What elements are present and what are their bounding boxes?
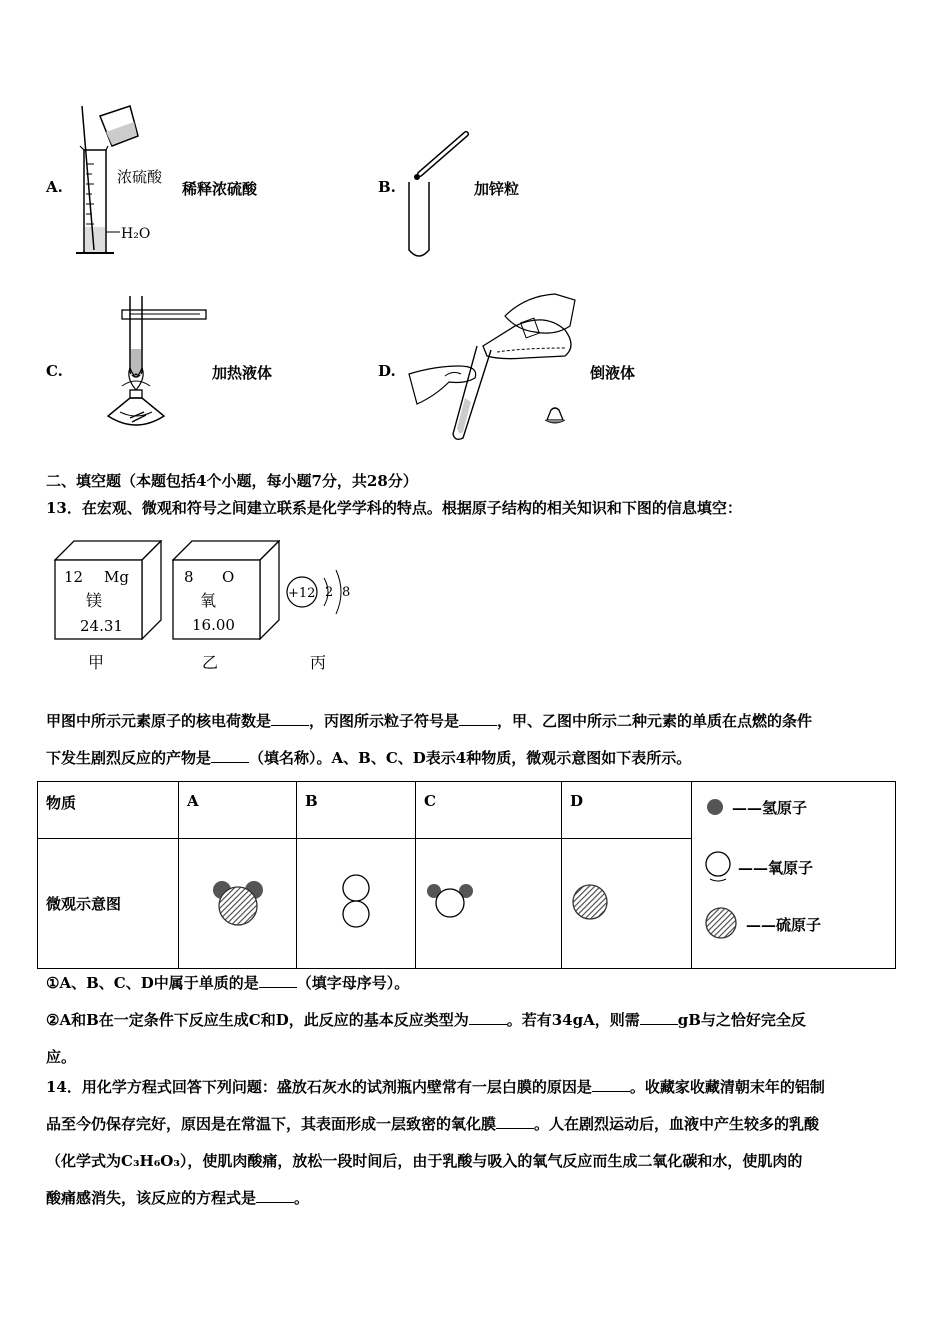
mg-number: 12: [64, 568, 84, 586]
option-a-fig-label-2: H₂O: [121, 226, 151, 242]
blank-lactic-acid-equation[interactable]: [256, 1188, 294, 1203]
micro-d: [562, 839, 692, 969]
table-col-c: C: [416, 782, 562, 839]
option-d-figure: [405, 286, 585, 442]
table-header-substance: 物质: [38, 782, 179, 839]
section-title: 二、填空题（本题包括4个小题，每小题7分，共28分）: [46, 472, 418, 490]
table-col-b: B: [297, 782, 416, 839]
hydrogen-atom-icon: [704, 796, 726, 818]
legend-hydrogen: ——氢原子: [704, 796, 807, 818]
s-atom-icon: [570, 882, 610, 922]
o-symbol: O: [222, 568, 235, 586]
q14-line-4: 酸痛感消失，该反应的方程式是 。: [46, 1189, 310, 1207]
option-a-fig-label-1: 浓硫酸: [117, 168, 163, 186]
table-col-d: D: [562, 782, 692, 839]
option-a-letter: A.: [46, 178, 63, 196]
sub-q1: ①A、B、C、D中属于单质的是 （填字母序号）。: [46, 974, 410, 992]
blank-limewater-equation[interactable]: [592, 1077, 630, 1092]
ion-structure-diagram: [284, 562, 356, 626]
mg-name: 镁: [86, 591, 103, 610]
micro-c: [416, 839, 562, 969]
option-d-letter: D.: [378, 362, 396, 380]
option-b-figure: [400, 130, 475, 262]
sub-q2: ②A和B在一定条件下反应生成C和D，此反应的基本反应类型为 。若有34gA，则需 gB与之恰好完全反: [46, 1011, 806, 1029]
h2s-molecule-icon: [208, 874, 268, 930]
blank-nuclear-charge[interactable]: [271, 711, 309, 726]
micro-b: [297, 839, 416, 969]
ion-nucleus: +12: [288, 586, 316, 601]
ion-shell-1: 2: [325, 585, 334, 600]
o-mass: 16.00: [192, 616, 235, 634]
element-box-o: [172, 540, 280, 640]
ion-shell-2: 8: [342, 585, 351, 600]
micro-a: [179, 839, 297, 969]
q14-line-2: 品至今仍保存完好，原因是在常温下，其表面形成一层致密的氧化膜 。人在剧烈运动后，血液中产生较多的乳酸: [46, 1115, 820, 1133]
q13-paragraph: [46, 703, 916, 777]
option-b-label: 加锌粒: [474, 180, 520, 198]
substance-table: [37, 781, 896, 969]
blank-product-name[interactable]: [211, 748, 249, 763]
caption-jia: 甲: [88, 653, 105, 672]
blank-reaction-type[interactable]: [469, 1010, 507, 1025]
blank-particle-symbol[interactable]: [459, 711, 497, 726]
legend-sulfur: ——硫原子: [704, 906, 821, 942]
option-d-label: 倒液体: [590, 364, 636, 382]
q13-stem: 13．在宏观、微观和符号之间建立联系是化学学科的特点。根据原子结构的相关知识和下图的信息填空：: [46, 499, 742, 517]
o-name: 氧: [200, 591, 217, 610]
q14-paragraph: [46, 1069, 916, 1217]
mg-symbol: Mg: [104, 568, 129, 586]
q13-sub-questions: [46, 965, 916, 1076]
q14-line-1: 14．用化学方程式回答下列问题：盛放石灰水的试剂瓶内壁常有一层白膜的原因是 。收藏家收藏清朝末年的铝制: [46, 1078, 825, 1096]
option-b-letter: B.: [378, 178, 396, 196]
option-a-figure: [72, 102, 182, 262]
legend-oxygen: ——氧原子: [704, 850, 813, 884]
q13-line-1: 甲图中所示元素原子的核电荷数是 ，丙图所示粒子符号是 ，甲、乙图中所示二种元素的单质在点燃的条件: [46, 712, 813, 730]
option-c-figure: [100, 294, 210, 434]
element-box-mg: [54, 540, 162, 640]
q14-line-3: （化学式为C₃H₆O₃），使肌肉酸痛，放松一段时间后，由于乳酸与吸入的氧气反应而生成二氧化碳和水，使肌肉的: [46, 1152, 803, 1170]
oxygen-atom-icon: [704, 850, 732, 884]
blank-mass-b[interactable]: [640, 1010, 678, 1025]
table-col-a: A: [179, 782, 297, 839]
option-c-label: 加热液体: [212, 364, 273, 382]
caption-yi: 乙: [202, 653, 219, 672]
blank-elementary-substance[interactable]: [259, 973, 297, 988]
mg-mass: 24.31: [80, 617, 123, 635]
table-header-micro: 微观示意图: [38, 839, 179, 969]
sulfur-atom-icon: [704, 906, 740, 942]
o2-molecule-icon: [336, 870, 376, 934]
caption-bing: 丙: [310, 653, 327, 672]
lactic-acid-formula: C₃H₆O₃: [121, 1152, 180, 1170]
q13-line-2: 下发生剧烈反应的产物是 （填名称）。A、B、C、D表示4种物质，微观示意图如下表所示。: [46, 749, 692, 767]
h2o-molecule-icon: [426, 879, 478, 925]
blank-aluminum-equation[interactable]: [496, 1114, 534, 1129]
legend-cell: [692, 782, 896, 969]
o-number: 8: [184, 568, 194, 586]
option-c-letter: C.: [46, 362, 63, 380]
sub-q2-cont: 应。: [46, 1048, 77, 1066]
option-a-label: 稀释浓硫酸: [182, 180, 258, 198]
